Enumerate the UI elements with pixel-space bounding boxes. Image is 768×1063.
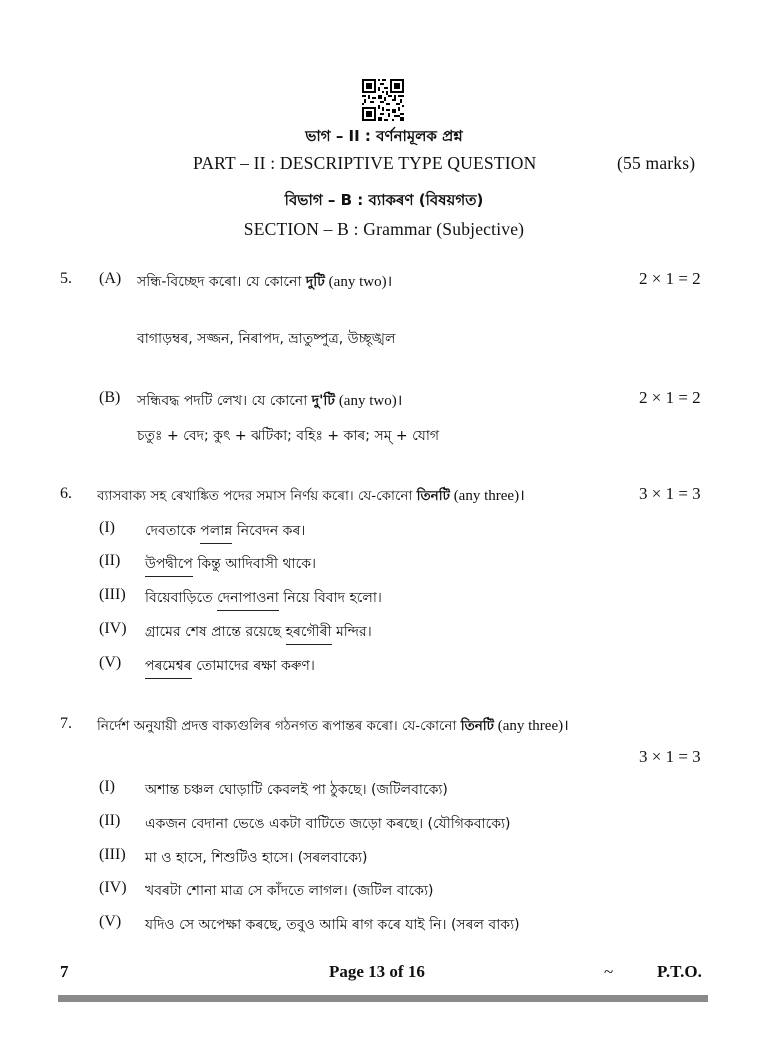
q5b-words: চতুঃ + বেদ; কুৎ + ঝটিকা; বহিঃ + কাৰ; সম্‌ + যোগ [137,428,440,444]
q7-number: 7. [60,715,72,732]
part-title-en: PART – II : DESCRIPTIVE TYPE QUESTION [193,153,537,173]
q7-item-label: (V) [99,913,122,930]
q6-item-label: (III) [99,586,126,603]
q7-item-label: (II) [99,812,121,829]
q5-number: 5. [60,270,72,287]
qr-code [362,79,404,121]
q6-item-label: (IV) [99,620,127,637]
q6-number: 6. [60,485,72,502]
q7-instruction: নির্দেশ অনুযায়ী প্ৰদত্ত বাক্যগুলিৰ গঠনগত ৰূপান্তৰ কৰো। যে-কোনো তিনটি (any three)। [97,718,569,734]
q7-item: অশান্ত চঞ্চল ঘোড়াটি কেবলই পা ঠুকছে। (জটিলবাক্যে) [145,782,448,798]
part-marks: (55 marks) [617,153,696,173]
q5a-instruction: সন্ধি-বিচ্ছেদ কৰো। যে কোনো দুটি (any two)। [137,274,393,290]
q7-item: খবৰটা শোনা মাত্ৰ সে কাঁদতে লাগল। (জটিল বাক্যে) [145,883,434,899]
q5b-instruction: সন্ধিবদ্ধ পদটি লেখ। যে কোনো দু'টি (any two)। [137,393,403,409]
underlined-word: পৰমেশ্বৰ [145,658,192,679]
q7-item-label: (IV) [99,879,127,896]
section-title-en: SECTION – B : Grammar (Subjective) [243,219,525,239]
q6-item-label: (I) [99,519,115,536]
section-title-bn: বিভাগ – B : ব্যাকৰণ (বিষয়গত) [284,191,484,209]
q6-item-label: (V) [99,654,122,671]
q6-item: পৰমেশ্বৰ তোমাদের ৰক্ষা কৰুণ। [145,654,315,678]
q6-item: দেবতাকে পলান্ন নিবেদন কৰ। [145,519,305,543]
underlined-word: হৰগৌৰী [286,624,332,645]
underlined-word: দেনাপাওনা [217,590,279,611]
page-number: Page 13 of 16 [329,962,425,981]
q6-marks: 3 × 1 = 3 [639,484,701,503]
q7-item: মা ও হাসে, শিশুটিও হাসে। (সৰলবাক্যে) [145,850,368,866]
q5b-marks: 2 × 1 = 2 [639,388,701,407]
q6-instruction: ব্যাসবাক্য সহ ৰেখাঙ্কিত পদের সমাস নির্ণয় কৰো। যে-কোনো তিনটি (any three)। [97,488,525,504]
pto-label: P.T.O. [657,962,702,981]
q5a-label: (A) [99,270,122,287]
q7-item-label: (I) [99,778,115,795]
q7-item-label: (III) [99,846,126,863]
q6-item: উপদ্বীপে কিন্তু আদিবাসী থাকে। [145,552,316,576]
q7-item: যদিও সে অপেক্ষা কৰছে, তবুও আমি ৰাগ কৰে যাই নি। (সৰল বাক্য) [145,917,520,933]
underlined-word: উপদ্বীপে [145,556,193,577]
q5b-label: (B) [99,389,121,406]
paper-code: 7 [60,962,69,981]
q5a-marks: 2 × 1 = 2 [639,269,701,288]
part-title-bn: ভাগ – II : বৰ্ণনামূলক প্ৰশ্ন [305,127,463,145]
q5a-words: বাগাড়ম্বৰ, সজ্জন, নিৰাপদ, ভ্ৰাতুষ্পুত্ৰ, উচ্ছৃঙ্খল [137,331,396,347]
q6-item-label: (II) [99,552,121,569]
q7-item: একজন বেদানা ভেঙে একটা বাটিতে জড়ো কৰছে। (যৌগিকবাক্যে) [145,816,511,832]
footer-rule [58,995,708,1002]
tilde-mark: ~ [604,962,614,981]
q6-item: গ্ৰামের শেষ প্ৰান্তে রয়েছে হৰগৌৰী মন্দির। [145,620,372,644]
q7-marks: 3 × 1 = 3 [639,747,701,766]
q6-item: বিয়েবাড়িতে দেনাপাওনা নিয়ে বিবাদ হলো। [145,586,382,610]
underlined-word: পলান্ন [200,523,232,544]
